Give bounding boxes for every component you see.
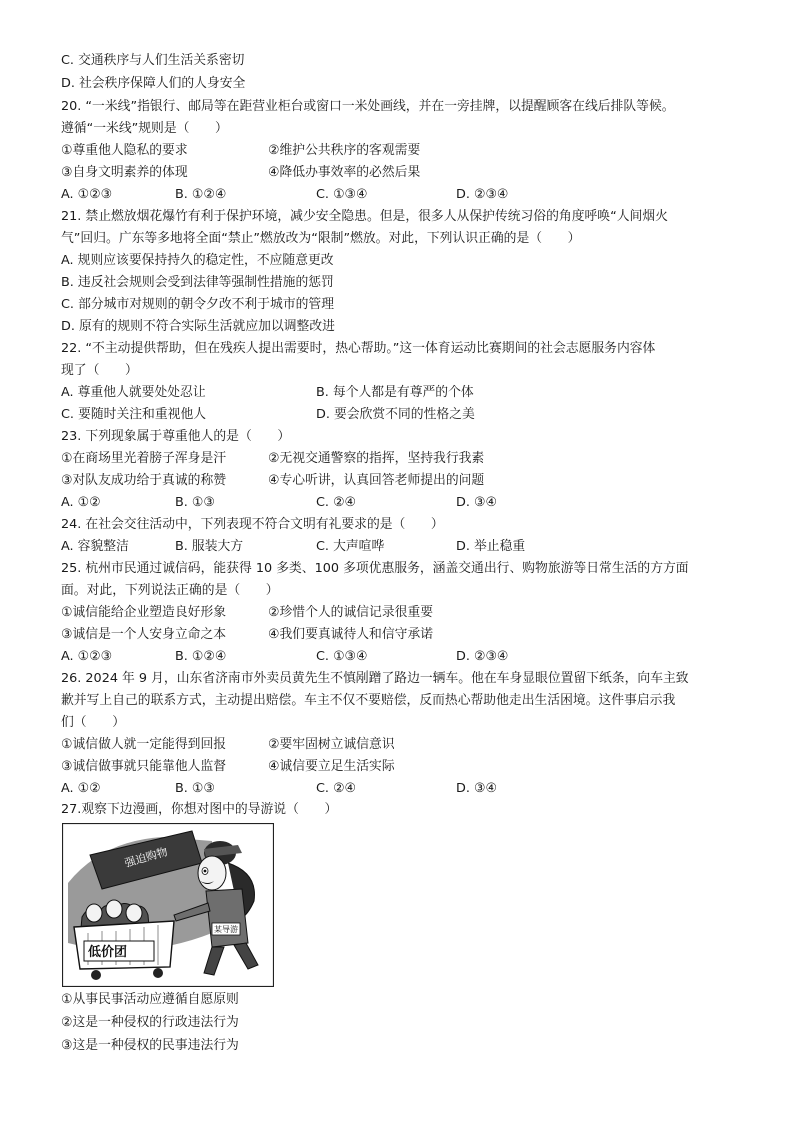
q24-choice-a: A. 容貌整洁 (61, 539, 129, 554)
q25-choice-d: D. ②③④ (456, 649, 509, 664)
q20-statement-4: ④降低办事效率的必然后果 (268, 165, 421, 180)
q19-option-c: C. 交通秩序与人们生活关系密切 (61, 53, 245, 68)
q23-choice-b: B. ①③ (175, 495, 215, 510)
q22-stem-line1: 22. “不主动提供帮助，但在残疾人提出需要时，热心帮助。”这一体育运动比赛期间的社会志愿服务内容体 (61, 341, 656, 356)
q25-stem-line1: 25. 杭州市民通过诚信码，能获得 10 多类、100 多项优惠服务，涵盖交通出行、购物旅游等日常生活的方方面 (61, 561, 689, 576)
q25-choice-c: C. ①③④ (316, 649, 368, 664)
q26-statement-4: ④诚信要立足生活实际 (268, 759, 395, 774)
q23-choice-a: A. ①② (61, 495, 101, 510)
q19-option-d: D. 社会秩序保障人们的人身安全 (61, 76, 246, 91)
cart-text: 低价团 (88, 945, 128, 960)
q26-choice-a: A. ①② (61, 781, 101, 796)
q21-stem-line2: 气”回归。广东等多地将全面“禁止”燃放改为“限制”燃放。对此，下列认识正确的是（ ） (61, 231, 581, 246)
tour-guide-cartoon (62, 823, 274, 987)
q26-statement-3: ③诚信做事就只能靠他人监督 (61, 759, 227, 774)
q21-choice-d: D. 原有的规则不符合实际生活就应加以调整改进 (61, 319, 335, 334)
q27-stem: 27.观察下边漫画，你想对图中的导游说（ ） (61, 802, 338, 817)
q25-choice-a: A. ①②③ (61, 649, 113, 664)
q20-choice-c: C. ①③④ (316, 187, 368, 202)
q26-stem-line2: 歉并写上自己的联系方式，主动提出赔偿。车主不仅不要赔偿，反而热心帮助他走出生活困境。这件事启示我 (61, 693, 676, 708)
sign-text: 强迫购物 (123, 845, 170, 870)
q23-statement-4: ④专心听讲，认真回答老师提出的问题 (268, 473, 485, 488)
q20-choice-d: D. ②③④ (456, 187, 509, 202)
q20-stem-line1: 20. “一米线”指银行、邮局等在距营业柜台或窗口一米处画线，并在一旁挂牌，以提醒顾客在线后排队等候。 (61, 99, 675, 114)
q26-stem-line1: 26. 2024 年 9 月，山东省济南市外卖员黄先生不慎剐蹭了路边一辆车。他在车身显眼位置留下纸条，向车主致 (61, 671, 689, 686)
q23-statement-3: ③对队友成功给于真诚的称赞 (61, 473, 227, 488)
q22-choice-b: B. 每个人都是有尊严的个体 (316, 385, 474, 400)
q25-statement-4: ④我们要真诚待人和信守承诺 (268, 627, 434, 642)
q20-choice-a: A. ①②③ (61, 187, 113, 202)
q27-statement-3: ③这是一种侵权的民事违法行为 (61, 1038, 239, 1053)
q22-choice-d: D. 要会欣赏不同的性格之美 (316, 407, 475, 422)
q21-choice-c: C. 部分城市对规则的朝令夕改不利于城市的管理 (61, 297, 335, 312)
q20-statement-3: ③自身文明素养的体现 (61, 165, 188, 180)
q23-statement-1: ①在商场里光着膀子浑身是汗 (61, 451, 227, 466)
q24-choice-b: B. 服装大方 (175, 539, 244, 554)
q25-choice-b: B. ①②④ (175, 649, 227, 664)
q26-choice-d: D. ③④ (456, 781, 497, 796)
q23-stem: 23. 下列现象属于尊重他人的是（ ） (61, 429, 291, 444)
q20-stem-line2: 遵循“一米线”规则是（ ） (61, 121, 228, 136)
q25-stem-line2: 面。对此，下列说法正确的是（ ） (61, 583, 279, 598)
q24-choice-c: C. 大声喧哗 (316, 539, 385, 554)
q27-statement-1: ①从事民事活动应遵循自愿原则 (61, 992, 239, 1007)
q21-stem-line1: 21. 禁止燃放烟花爆竹有利于保护环境，减少安全隐患。但是，很多人从保护传统习俗的角度呼唤“人间烟火 (61, 209, 668, 224)
q22-stem-line2: 现了（ ） (61, 363, 138, 378)
q23-statement-2: ②无视交通警察的指挥，坚持我行我素 (268, 451, 485, 466)
q23-choice-d: D. ③④ (456, 495, 497, 510)
q22-choice-c: C. 要随时关注和重视他人 (61, 407, 207, 422)
q24-stem: 24. 在社会交往活动中，下列表现不符合文明有礼要求的是（ ） (61, 517, 444, 532)
q26-statement-1: ①诚信做人就一定能得到回报 (61, 737, 227, 752)
q24-choice-d: D. 举止稳重 (456, 539, 526, 554)
q26-choice-c: C. ②④ (316, 781, 357, 796)
q26-choice-b: B. ①③ (175, 781, 215, 796)
q26-stem-line3: 们（ ） (61, 715, 125, 730)
badge-text: 某导游 (214, 925, 238, 934)
q25-statement-3: ③诚信是一个人安身立命之本 (61, 627, 227, 642)
q20-statement-1: ①尊重他人隐私的要求 (61, 143, 188, 158)
q21-choice-a: A. 规则应该要保持持久的稳定性，不应随意更改 (61, 253, 334, 268)
q26-statement-2: ②要牢固树立诚信意识 (268, 737, 395, 752)
q22-choice-a: A. 尊重他人就要处处忍让 (61, 385, 206, 400)
q25-statement-1: ①诚信能给企业塑造良好形象 (61, 605, 227, 620)
q27-statement-2: ②这是一种侵权的行政违法行为 (61, 1015, 239, 1030)
q20-choice-b: B. ①②④ (175, 187, 227, 202)
q23-choice-c: C. ②④ (316, 495, 357, 510)
q25-statement-2: ②珍惜个人的诚信记录很重要 (268, 605, 434, 620)
q21-choice-b: B. 违反社会规则会受到法律等强制性措施的惩罚 (61, 275, 334, 290)
q20-statement-2: ②维护公共秩序的客观需要 (268, 143, 421, 158)
